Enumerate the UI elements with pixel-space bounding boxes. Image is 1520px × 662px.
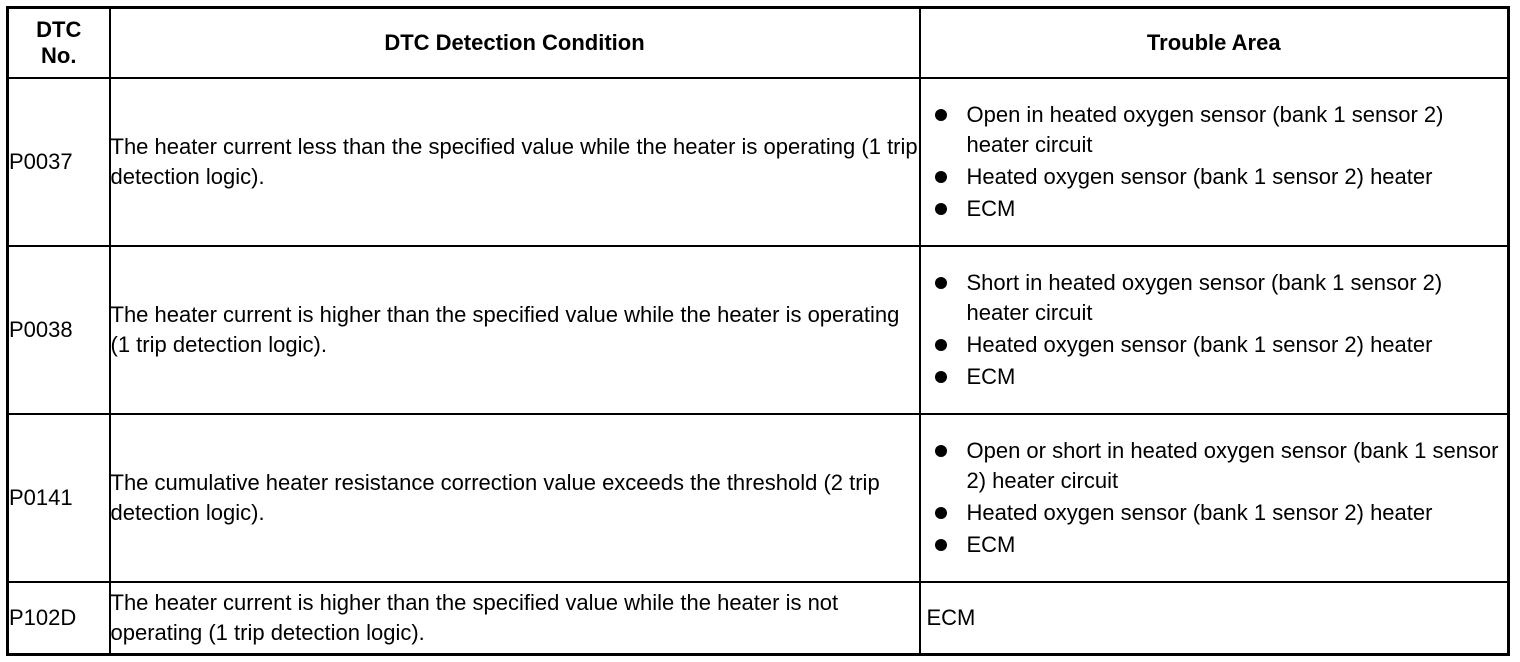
trouble-area-item: Heated oxygen sensor (bank 1 sensor 2) heater	[966, 500, 1433, 525]
bullet-icon	[935, 445, 947, 457]
list-item	[921, 194, 1508, 224]
header-dtc-no: DTC No.	[8, 8, 110, 79]
header-condition: DTC Detection Condition	[110, 8, 920, 79]
table-row	[8, 414, 1509, 582]
trouble-area-list	[921, 268, 1508, 392]
trouble-area-item: Short in heated oxygen sensor (bank 1 sensor 2) heater circuit	[966, 270, 1443, 325]
list-item	[921, 362, 1508, 392]
table-row	[8, 246, 1509, 414]
list-item	[921, 436, 1508, 496]
detection-condition: The heater current is higher than the specified value while the heater is not operating (1 trip detection logic).	[110, 582, 920, 655]
bullet-icon	[935, 109, 947, 121]
trouble-area: ECM	[920, 582, 1509, 655]
dtc-code: P0037	[8, 78, 110, 246]
header-row	[8, 8, 1509, 79]
detection-condition: The cumulative heater resistance correction value exceeds the threshold (2 trip detection logic).	[110, 414, 920, 582]
list-item	[921, 530, 1508, 560]
list-item	[921, 100, 1508, 160]
trouble-area-item: Heated oxygen sensor (bank 1 sensor 2) heater	[966, 164, 1433, 189]
trouble-area-list	[921, 436, 1508, 560]
trouble-area-item: Open or short in heated oxygen sensor (bank 1 sensor 2) heater circuit	[966, 438, 1499, 493]
trouble-area-list	[921, 100, 1508, 224]
bullet-icon	[935, 371, 947, 383]
trouble-area-item: ECM	[966, 196, 1016, 221]
bullet-icon	[935, 339, 947, 351]
table-row	[8, 78, 1509, 246]
bullet-icon	[935, 277, 947, 289]
trouble-area	[920, 414, 1509, 582]
trouble-area	[920, 78, 1509, 246]
dtc-code: P0038	[8, 246, 110, 414]
bullet-icon	[935, 171, 947, 183]
trouble-area	[920, 246, 1509, 414]
trouble-area-item: ECM	[966, 532, 1016, 557]
header-trouble-area: Trouble Area	[920, 8, 1509, 79]
table-row	[8, 582, 1509, 655]
bullet-icon	[935, 203, 947, 215]
detection-condition: The heater current is higher than the specified value while the heater is operating (1 trip detection logic).	[110, 246, 920, 414]
bullet-icon	[935, 507, 947, 519]
detection-condition: The heater current less than the specified value while the heater is operating (1 trip detection logic).	[110, 78, 920, 246]
list-item	[921, 498, 1508, 528]
dtc-table	[6, 6, 1510, 656]
dtc-code: P0141	[8, 414, 110, 582]
dtc-code: P102D	[8, 582, 110, 655]
trouble-area-item: Heated oxygen sensor (bank 1 sensor 2) heater	[966, 332, 1433, 357]
list-item	[921, 162, 1508, 192]
trouble-area-item: Open in heated oxygen sensor (bank 1 sensor 2) heater circuit	[966, 102, 1444, 157]
bullet-icon	[935, 539, 947, 551]
list-item	[921, 268, 1508, 328]
trouble-area-item: ECM	[966, 364, 1016, 389]
list-item	[921, 330, 1508, 360]
